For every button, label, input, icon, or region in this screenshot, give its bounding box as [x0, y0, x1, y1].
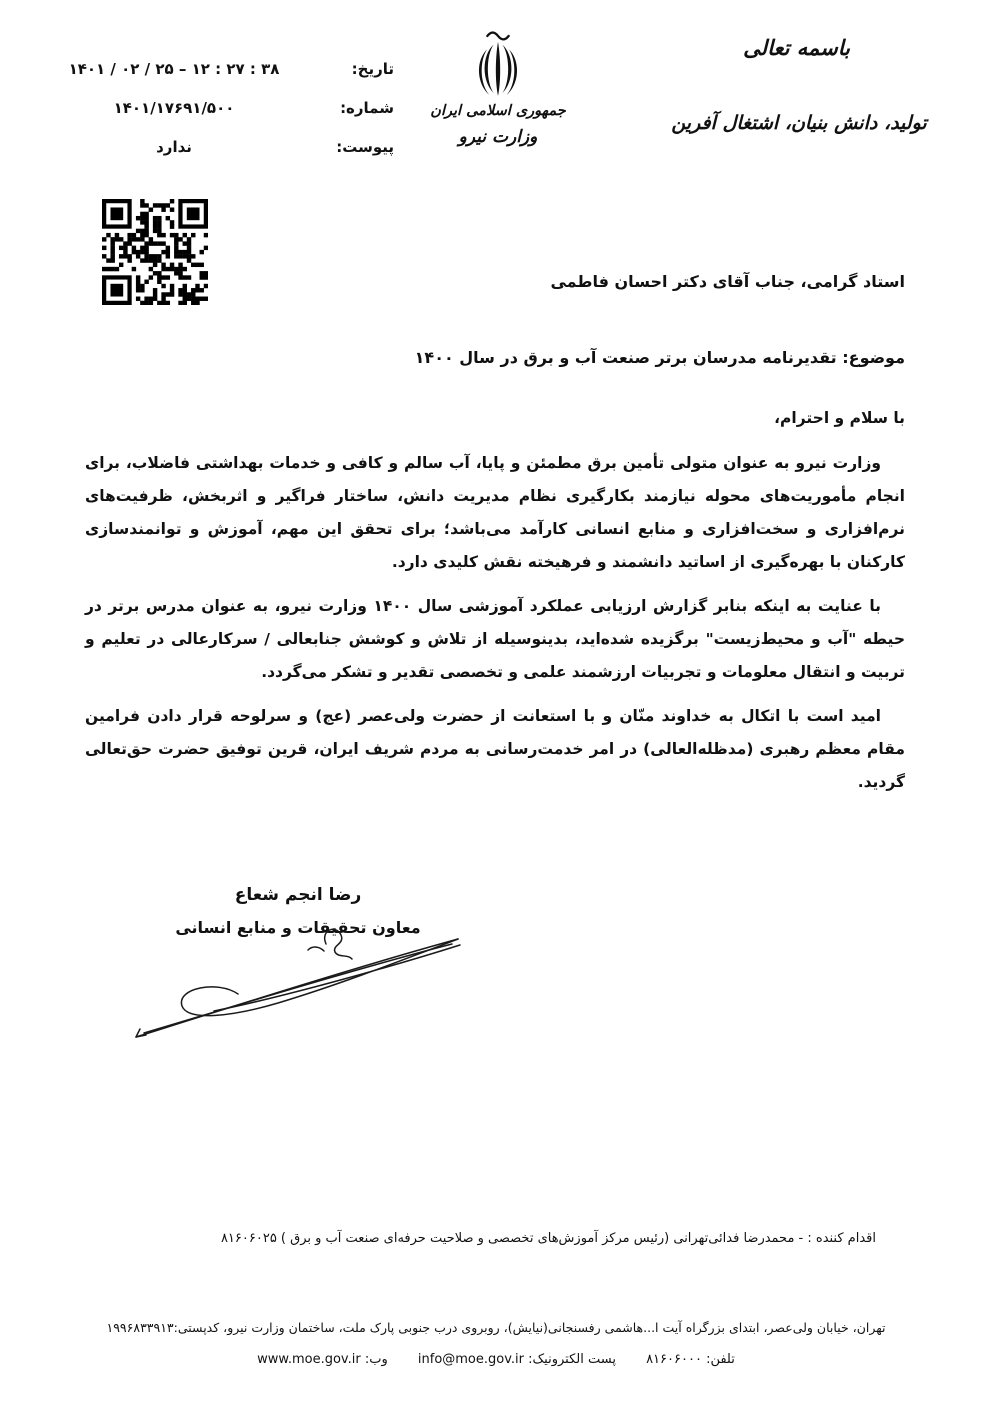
- web-value: www.moe.gov.ir: [257, 1352, 361, 1367]
- date-row: [28, 56, 394, 82]
- web-group: [257, 1352, 388, 1367]
- attachment-value: ندارد: [156, 138, 192, 156]
- footer-contact: [0, 1352, 992, 1367]
- email-group: [414, 1352, 616, 1367]
- iran-emblem-icon: [469, 28, 527, 100]
- recipient-line: استاد گرامی، جناب آقای دکتر احسان فاطمی: [550, 272, 905, 291]
- attachment-label: پیوست:: [336, 138, 394, 156]
- year-slogan: تولید، دانش بنیان، اشتغال آفرین: [671, 112, 927, 134]
- ministry-logo: [410, 28, 586, 147]
- phone-group: [642, 1352, 735, 1367]
- email-label: پست الکترونیک:: [528, 1352, 616, 1367]
- action-by-line: اقدام کننده : - محمدرضا فدائی‌تهرانی (رئیس مرکز آموزش‌های تخصصی و صلاحیت حرفه‌ای صنعت آب و برق ) ۸۱۶۰۶۰۲۵: [220, 1231, 876, 1246]
- number-row: [28, 95, 394, 121]
- logo-country-label: جمهوری اسلامی ایران: [430, 103, 566, 119]
- number-label: شماره:: [340, 99, 394, 117]
- bismillah-heading: باسمه تعالی: [743, 36, 850, 60]
- salutation-line: با سلام و احترام،: [774, 409, 905, 427]
- header-fields: [28, 56, 394, 173]
- date-label: تاریخ:: [351, 60, 394, 78]
- attachment-row: [28, 134, 394, 160]
- logo-ministry-label: وزارت نیرو: [458, 127, 538, 147]
- handwritten-signature-icon: [118, 916, 478, 1046]
- paragraph-2: با عنایت به اینکه بنابر گزارش ارزیابی عملکرد آموزشی سال ۱۴۰۰ وزارت نیرو، به عنوان مدرس برتر در حیطه "آب و محیط‌زیست" برگزیده شده‌اید، بدینوسیله از تلاش و کوشش جنابعالی / سرکارعالی در تعلیم و تربیت و انتقال معلومات و تجربیات ارزشمند علمی و تخصصی تقدیر و تشکر می‌گردد.: [85, 597, 905, 681]
- phone-label: تلفن:: [706, 1352, 735, 1367]
- number-value: ۱۴۰۱/۱۷۶۹۱/۵۰۰: [113, 99, 235, 117]
- letter-body: [85, 447, 905, 810]
- paragraph-3: امید است با اتکال به خداوند منّان و با استعانت از حضرت ولی‌عصر (عج) و سرلوحه قرار دادن فرامین مقام معظم رهبری (مدظله‌العالی) در امر خدمت‌رسانی به مردم شریف ایران، قرین توفیق حضرت حق‌تعالی گردید.: [85, 707, 905, 791]
- phone-value: ۸۱۶۰۶۰۰۰: [646, 1352, 702, 1367]
- web-label: وب:: [364, 1352, 388, 1367]
- signer-title: معاون تحقیقات و منابع انسانی: [175, 918, 421, 937]
- qr-code: [102, 199, 208, 305]
- signer-name: رضا انجم شعاع: [234, 885, 362, 905]
- date-value: ۱۴۰۱ / ۰۲ / ۲۵ – ۱۲ : ۲۷ : ۳۸: [68, 60, 280, 78]
- email-value: info@moe.gov.ir: [417, 1352, 524, 1367]
- paragraph-1: وزارت نیرو به عنوان متولی تأمین برق مطمئن و پایا، آب سالم و کافی و خدمات بهداشتی فاضلاب، برای انجام مأموریت‌های محوله نیازمند بکارگیری نظام مدیریت دانش، ساختار فراگیر و اثربخش، ظرفیت‌های نرم‌افزاری و سخت‌افزاری و منابع انسانی کارآمد می‌باشد؛ برای تحقق این مهم، آموزش و توانمندسازی کارکنان با بهره‌گیری از اساتید دانشمند و فرهیخته نقش کلیدی دارد.: [85, 454, 905, 571]
- subject-line: موضوع: تقدیرنامه مدرسان برتر صنعت آب و برق در سال ۱۴۰۰: [414, 348, 905, 367]
- footer-address: تهران، خیابان ولی‌عصر، ابتدای بزرگراه آیت ا...هاشمی رفسنجانی(نیایش)، روبروی درب جنوبی پارک ملت، ساختمان وزارت نیرو، کدپستی:۱۹۹۶۸۳۳۹۱۳: [106, 1320, 886, 1335]
